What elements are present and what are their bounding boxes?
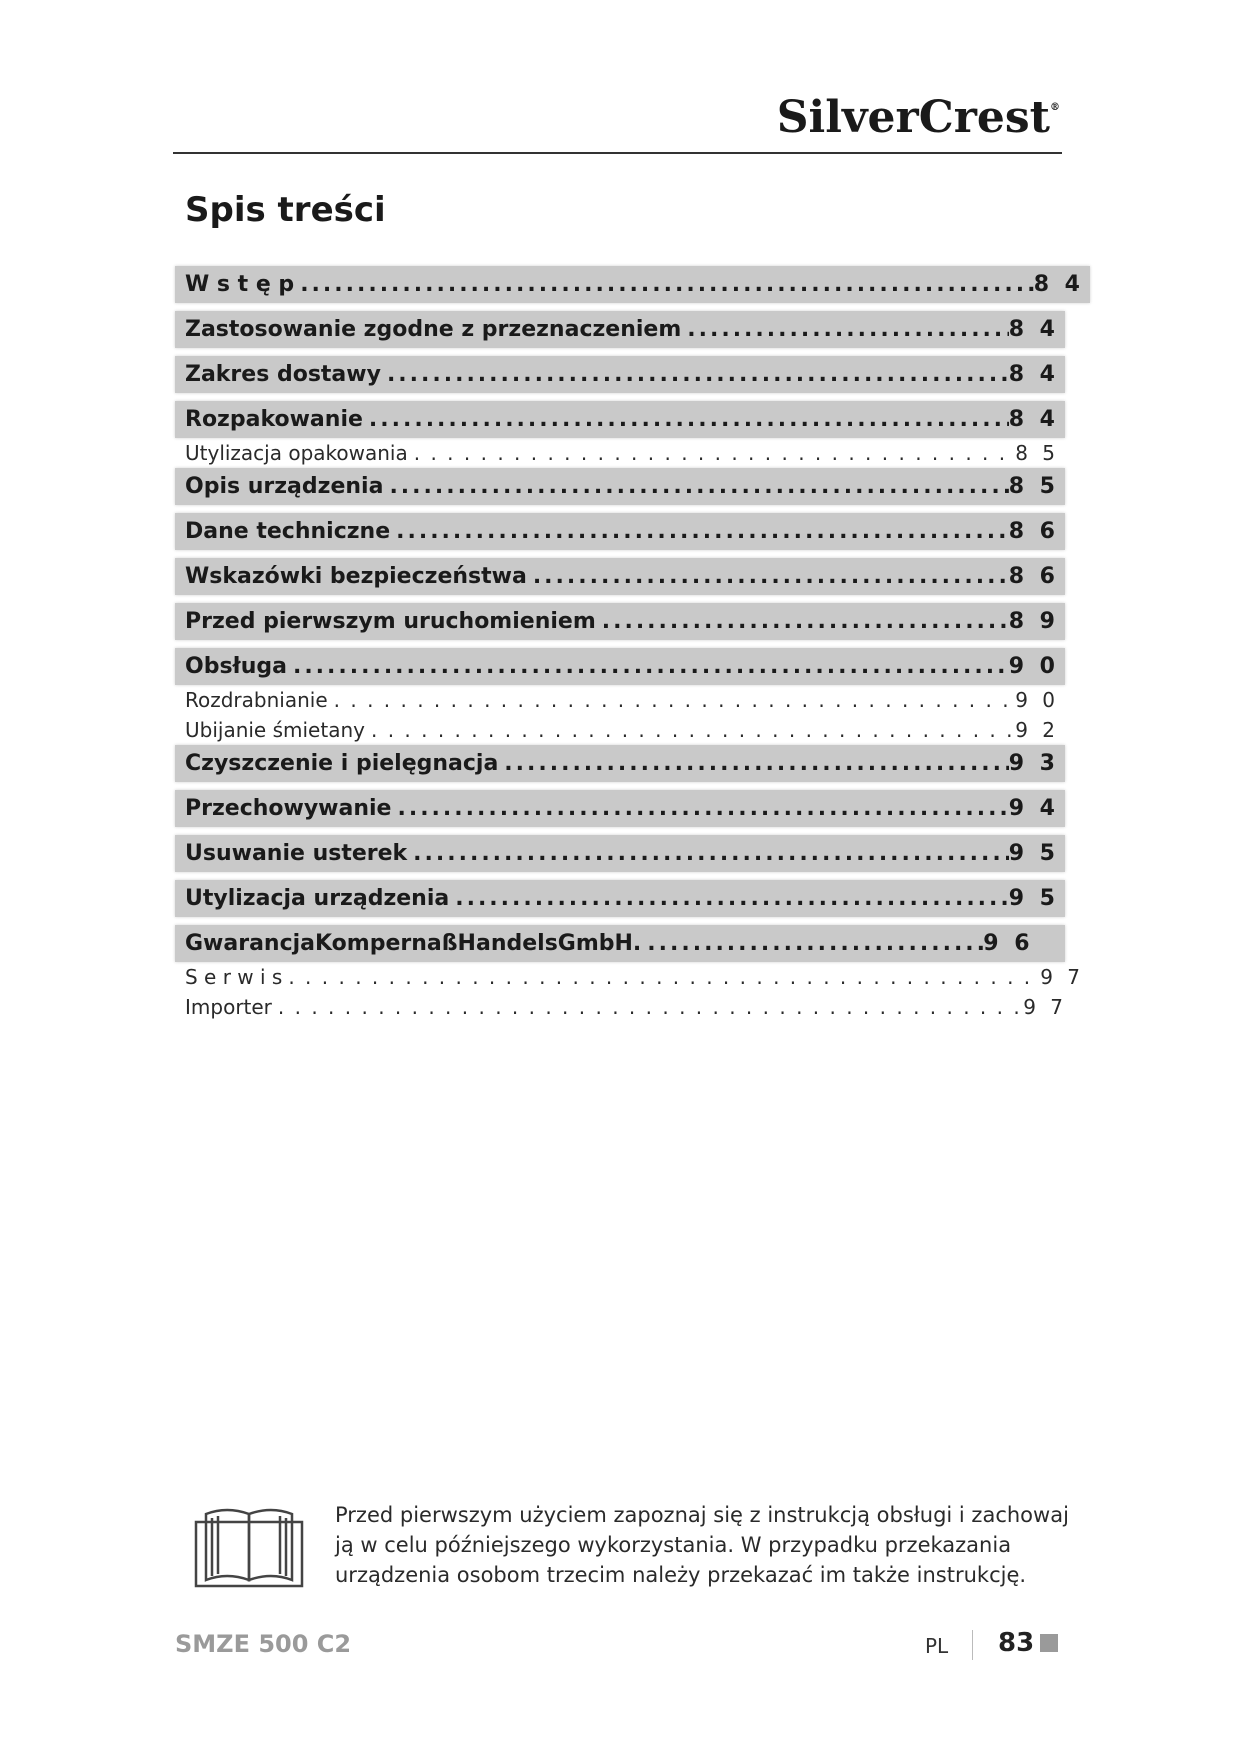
- toc-entry-label: Czyszczenie i pielęgnacja: [185, 751, 499, 776]
- toc-entry-label: Rozdrabnianie: [185, 688, 328, 712]
- toc-leader-dots: [596, 609, 1009, 634]
- toc-entry-page: 8 6: [1008, 564, 1059, 589]
- toc-leader-dots: [282, 965, 1040, 989]
- toc-entry-page: 9 7: [1040, 965, 1084, 989]
- toc-entry-page: 9 7: [1023, 995, 1067, 1019]
- toc-entry-page: 8 5: [1015, 441, 1059, 465]
- toc-entry-label: Ubijanie śmietany: [185, 718, 365, 742]
- toc-entry-page: 9 0: [1015, 688, 1059, 712]
- toc-leader-dots: [407, 841, 1009, 866]
- toc-leader-dots: [381, 362, 1009, 387]
- toc-entry-label: Utylizacja urządzenia: [185, 886, 450, 911]
- toc-entry[interactable]: [175, 925, 1065, 962]
- toc-entry-page: 8 6: [1008, 519, 1059, 544]
- toc-entry[interactable]: [175, 745, 1065, 782]
- toc-entry[interactable]: [175, 356, 1065, 393]
- toc-entry-label: Przechowywanie: [185, 796, 392, 821]
- toc-entry-page: 9 5: [1008, 886, 1059, 911]
- toc-entry-label: Obsługa: [185, 654, 287, 679]
- toc-subentry[interactable]: [175, 715, 1065, 745]
- toc-entry-label: W s t ę p: [185, 272, 295, 297]
- toc-entry[interactable]: [175, 603, 1065, 640]
- toc-entry-label: Zakres dostawy: [185, 362, 381, 387]
- toc-entry-page: 8 4: [1033, 272, 1084, 297]
- toc-leader-dots: [391, 796, 1008, 821]
- toc-leader-dots: [287, 654, 1009, 679]
- instructions-notice: [190, 1500, 1070, 1600]
- toc-entry-label: Usuwanie usterek: [185, 841, 408, 866]
- toc-entry-label: Importer: [185, 995, 272, 1019]
- toc-leader-dots: [383, 474, 1008, 499]
- toc-entry-page: 8 9: [1008, 609, 1059, 634]
- toc-leader-dots: [328, 688, 1016, 712]
- toc-leader-dots: [365, 718, 1015, 742]
- toc-entry[interactable]: [175, 266, 1090, 303]
- toc-leader-dots: [681, 317, 1008, 342]
- toc-leader-dots: [390, 519, 1009, 544]
- brand-logo: [760, 92, 1060, 143]
- header-rule: [173, 152, 1062, 154]
- toc-entry-page: 9 3: [1008, 751, 1059, 776]
- toc-leader-dots: [272, 995, 1023, 1019]
- toc-entry-label: Wskazówki bezpieczeństwa: [185, 564, 527, 589]
- toc-subentry[interactable]: [175, 962, 1090, 992]
- toc-entry-page: 9 4: [1008, 796, 1059, 821]
- footer-divider: [972, 1630, 973, 1660]
- toc-entry-page: 9 6: [983, 931, 1034, 956]
- toc-entry-label: Rozpakowanie: [185, 407, 363, 432]
- toc-entry-label: S e r w i s: [185, 965, 283, 989]
- toc-entry-page: 9 0: [1008, 654, 1059, 679]
- toc-entry-page: 8 4: [1008, 362, 1059, 387]
- table-of-contents: [175, 266, 1084, 1022]
- footer-page-number: 83: [998, 1628, 1035, 1658]
- toc-entry[interactable]: [175, 401, 1065, 438]
- toc-entry[interactable]: [175, 311, 1065, 348]
- toc-leader-dots: [408, 441, 1015, 465]
- footer-model: SMZE 500 C2: [175, 1630, 352, 1658]
- page-title: Spis treści: [185, 190, 386, 230]
- toc-entry-label: Dane techniczne: [185, 519, 391, 544]
- toc-entry-label: Utylizacja opakowania: [185, 441, 408, 465]
- toc-entry-label: Zastosowanie zgodne z przeznaczeniem: [185, 317, 682, 342]
- toc-entry[interactable]: [175, 880, 1065, 917]
- toc-entry[interactable]: [175, 468, 1065, 505]
- registered-mark: ®: [1050, 102, 1060, 113]
- open-book-icon: [194, 1500, 304, 1590]
- toc-leader-dots: [363, 407, 1009, 432]
- brand-name: SilverCrest: [776, 92, 1050, 143]
- toc-entry-page: 8 4: [1008, 317, 1059, 342]
- notice-text: Przed pierwszym użyciem zapoznaj się z instrukcją obsługi i zachowaj ją w celu późniejszego wykorzystania. W przypadku przekazania urządzenia osobom trzecim należy przekazać im także instrukcję.: [335, 1503, 1069, 1587]
- toc-subentry[interactable]: [175, 685, 1065, 715]
- footer-language: PL: [925, 1634, 949, 1658]
- toc-subentry[interactable]: [175, 992, 1073, 1022]
- toc-leader-dots: [527, 564, 1009, 589]
- toc-entry[interactable]: [175, 558, 1065, 595]
- toc-leader-dots: [641, 931, 983, 956]
- toc-leader-dots: [449, 886, 1008, 911]
- toc-entry-page: 9 2: [1015, 718, 1059, 742]
- toc-entry-page: 8 5: [1008, 474, 1059, 499]
- toc-leader-dots: [498, 751, 1008, 776]
- toc-entry[interactable]: [175, 790, 1065, 827]
- toc-entry[interactable]: [175, 513, 1065, 550]
- toc-entry-page: 8 4: [1008, 407, 1059, 432]
- toc-entry[interactable]: [175, 648, 1065, 685]
- toc-leader-dots: [294, 272, 1034, 297]
- toc-subentry[interactable]: [175, 438, 1065, 468]
- toc-entry-page: 9 5: [1008, 841, 1059, 866]
- toc-entry-label: Opis urządzenia: [185, 474, 384, 499]
- toc-entry-label: Przed pierwszym uruchomieniem: [185, 609, 596, 634]
- footer-square-marker: [1040, 1634, 1058, 1652]
- toc-entry[interactable]: [175, 835, 1065, 872]
- toc-entry-label: GwarancjaKompernaßHandelsGmbH.: [185, 931, 642, 956]
